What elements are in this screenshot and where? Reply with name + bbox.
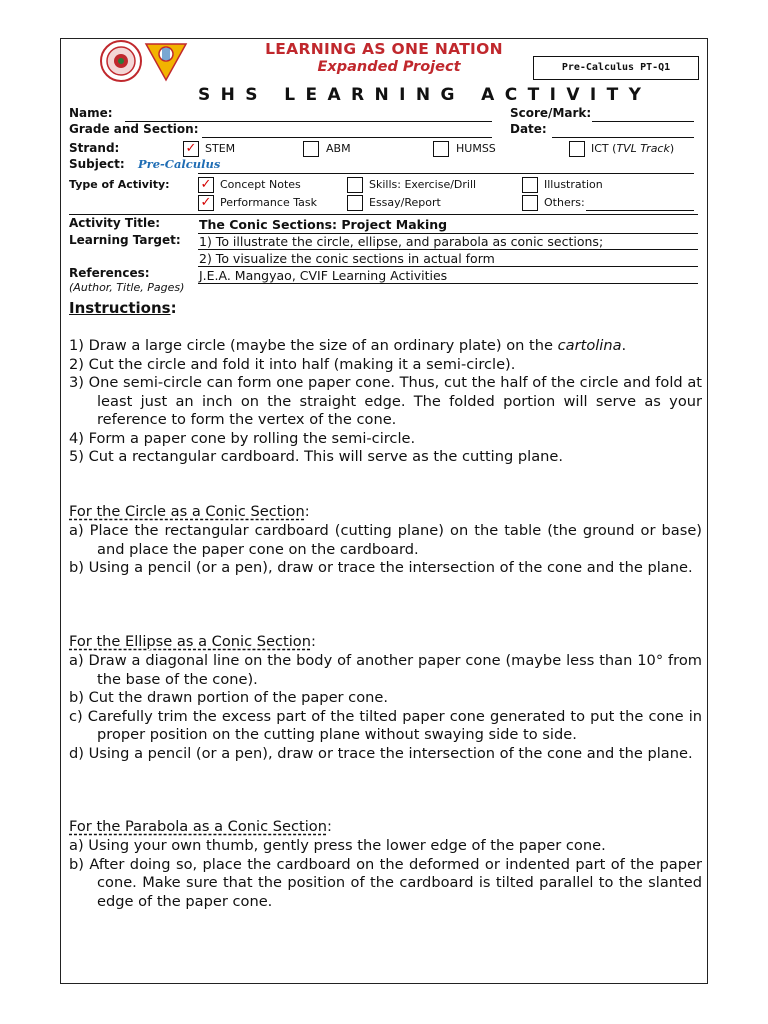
type-illustration-label: Illustration bbox=[544, 178, 603, 191]
page-heading: SHS LEARNING ACTIVITY bbox=[198, 85, 652, 105]
type-essay-label: Essay/Report bbox=[369, 196, 441, 209]
score-field[interactable] bbox=[592, 121, 694, 122]
target-line-1 bbox=[198, 249, 698, 250]
ellipse-section-heading: For the Ellipse as a Conic Section: bbox=[69, 633, 316, 650]
grade-field[interactable] bbox=[202, 137, 492, 138]
instructions-list bbox=[69, 337, 702, 467]
type-concept-notes-label: Concept Notes bbox=[220, 178, 301, 191]
strand-abm-checkbox[interactable] bbox=[303, 141, 319, 157]
banner-title: LEARNING AS ONE NATION bbox=[265, 40, 503, 58]
type-illustration-checkbox[interactable] bbox=[522, 177, 538, 193]
parabola-step: b) After doing so, place the cardboard on the deformed or indented part of the paper cone. Make sure that the position of the cardboard is tilted parallel to the slanted edge of the paper cone. bbox=[69, 855, 702, 910]
instruction-step: 5) Cut a rectangular cardboard. This will serve as the cutting plane. bbox=[69, 448, 563, 465]
strand-stem-label: STEM bbox=[205, 142, 236, 155]
subject-label: Subject: bbox=[69, 157, 125, 171]
references-line bbox=[198, 283, 698, 284]
grade-label: Grade and Section: bbox=[69, 122, 199, 136]
type-essay-checkbox[interactable] bbox=[347, 195, 363, 211]
name-label: Name: bbox=[69, 106, 113, 120]
type-skills-checkbox[interactable] bbox=[347, 177, 363, 193]
strand-abm-label: ABM bbox=[326, 142, 351, 155]
type-performance-task-checkbox[interactable]: ✓ bbox=[198, 195, 214, 211]
subject-code-box: Pre-Calculus PT-Q1 bbox=[533, 56, 699, 80]
circle-step: a) Place the rectangular cardboard (cutting plane) on the table (the ground or base) and place the paper cone on the cardboard. bbox=[69, 522, 702, 558]
ellipse-step: b) Cut the drawn portion of the paper cone. bbox=[69, 689, 389, 706]
strand-ict-label: ICT (TVL Track) bbox=[591, 142, 675, 155]
banner-subtitle: Expanded Project bbox=[317, 59, 461, 75]
date-label: Date: bbox=[510, 122, 547, 136]
references-note: (Author, Title, Pages) bbox=[69, 281, 185, 294]
instructions-heading: Instructions: bbox=[69, 299, 177, 317]
circle-step: b) Using a pencil (or a pen), draw or trace the intersection of the cone and the plane. bbox=[69, 559, 693, 576]
ellipse-step: c) Carefully trim the excess part of the tilted paper cone generated to put the cone in proper position on the cutting plane without swaying side to side. bbox=[69, 707, 702, 743]
activity-type-label: Type of Activity: bbox=[69, 178, 170, 191]
instruction-step: 2) Cut the circle and fold it into half (making it a semi-circle). bbox=[69, 355, 516, 373]
circle-section-heading: For the Circle as a Conic Section: bbox=[69, 503, 310, 520]
subject-value: Pre-Calculus bbox=[138, 157, 221, 171]
type-concept-notes-checkbox[interactable]: ✓ bbox=[198, 177, 214, 193]
type-performance-task-label: Performance Task bbox=[220, 196, 317, 209]
learning-target-label: Learning Target: bbox=[69, 233, 181, 247]
type-skills-label: Skills: Exercise/Drill bbox=[369, 178, 477, 191]
strand-ict-checkbox[interactable] bbox=[569, 141, 585, 157]
strand-humss-checkbox[interactable] bbox=[433, 141, 449, 157]
score-label: Score/Mark: bbox=[510, 106, 592, 120]
strand-label: Strand: bbox=[69, 141, 120, 155]
activity-title-value: The Conic Sections: Project Making bbox=[199, 217, 448, 232]
references-value: J.E.A. Mangyao, CVIF Learning Activities bbox=[199, 268, 448, 283]
ellipse-step: a) Draw a diagonal line on the body of another paper cone (maybe less than 10° from the base of the cone). bbox=[69, 652, 702, 688]
type-others-checkbox[interactable] bbox=[522, 195, 538, 211]
ellipse-step: d) Using a pencil (or a pen), draw or trace the intersection of the cone and the plane. bbox=[69, 744, 693, 762]
parabola-section-heading: For the Parabola as a Conic Section: bbox=[69, 818, 332, 835]
activity-title-label: Activity Title: bbox=[69, 216, 161, 230]
target-line-2 bbox=[198, 266, 698, 267]
learning-target-2: 2) To visualize the conic sections in actual form bbox=[199, 251, 495, 266]
parabola-step: a) Using your own thumb, gently press the lower edge of the paper cone. bbox=[69, 837, 606, 854]
learning-target-1: 1) To illustrate the circle, ellipse, and parabola as conic sections; bbox=[199, 234, 604, 249]
date-field[interactable] bbox=[552, 137, 694, 138]
instruction-step: 3) One semi-circle can form one paper cone. Thus, cut the half of the circle and fold at least just an inch on the straight edge. The folded portion will serve as your reference to form the vertex of the cone. bbox=[69, 374, 702, 428]
strand-humss-label: HUMSS bbox=[456, 142, 496, 155]
ict-track-label: TVL Track bbox=[616, 142, 670, 155]
strand-stem-checkbox[interactable]: ✓ bbox=[183, 141, 199, 157]
references-label: References: bbox=[69, 266, 150, 280]
circle-steps bbox=[69, 522, 702, 578]
others-field[interactable] bbox=[586, 210, 694, 211]
parabola-steps bbox=[69, 837, 702, 911]
ellipse-steps bbox=[69, 652, 702, 763]
instruction-step: 4) Form a paper cone by rolling the semi-circle. bbox=[69, 429, 416, 447]
instruction-step: 1) Draw a large circle (maybe the size of an ordinary plate) on the cartolina. bbox=[69, 337, 627, 354]
section-divider bbox=[69, 214, 698, 215]
type-others-label: Others: bbox=[544, 196, 585, 209]
subject-line bbox=[198, 173, 694, 174]
